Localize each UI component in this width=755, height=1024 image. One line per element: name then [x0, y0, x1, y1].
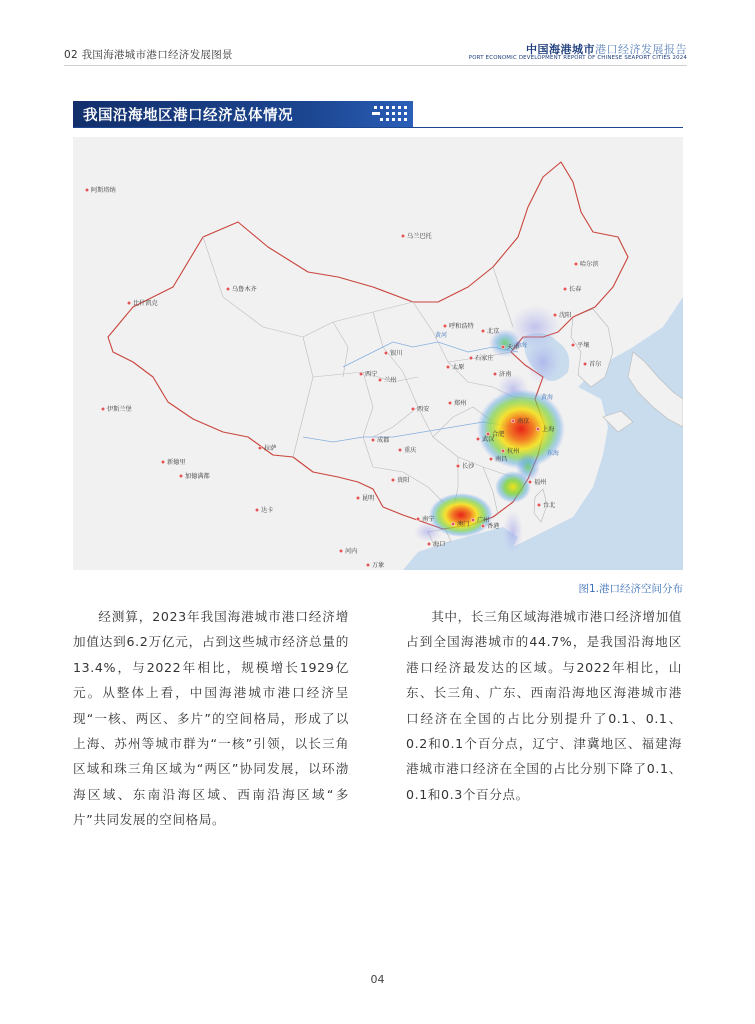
city-dot: [446, 365, 450, 369]
section-underline: [73, 127, 683, 128]
city-dot: [356, 496, 360, 500]
city-dot: [583, 362, 587, 366]
city-label: 拉萨: [264, 445, 277, 453]
city-label: 成都: [377, 437, 390, 445]
city-dot: [493, 372, 497, 376]
city-label: 呼和浩特: [449, 323, 474, 331]
city-label: 新德里: [167, 459, 186, 467]
city-dot: [391, 478, 395, 482]
decorative-dots-icon: [372, 104, 412, 124]
city-dot: [471, 518, 475, 522]
city-label: 石家庄: [475, 355, 494, 363]
city-label: 加德满都: [185, 473, 210, 481]
city-label: 达卡: [261, 507, 274, 515]
section-title: 我国沿海地区港口经济总体情况: [83, 107, 293, 124]
body-text-left: [73, 604, 349, 833]
city-label: 西安: [417, 406, 430, 414]
city-dot: [481, 329, 485, 333]
city-label: 首尔: [589, 361, 602, 369]
city-label: 武汉: [482, 436, 495, 444]
city-label: 天津: [507, 344, 520, 352]
running-header-title-a: 中国海港城市: [526, 43, 595, 56]
city-dot: [571, 343, 575, 347]
paragraph-left: 经测算，2023年我国海港城市港口经济增加值达到6.2万亿元，占到这些城市经济总量的13.4%，与2022年相比，规模增长1929亿元。从整体上看，中国海港城市港口经济呈现“一核、两区、多片”的空间格局，形成了以上海、苏州等城市群为“一核”引领，以长三角区域和珠三角区域为“两区”协同发展，以环渤海区域、东南沿海区域、西南沿海区域“多片”共同发展的空间格局。: [73, 609, 349, 828]
page-number: 04: [370, 973, 385, 986]
city-label: 太原: [452, 364, 465, 372]
city-label: 长春: [569, 286, 582, 294]
city-dot: [378, 378, 382, 382]
city-label: 海口: [433, 541, 446, 549]
city-label: 伊斯兰堡: [107, 406, 132, 414]
figure-caption: 图1.港口经济空间分布: [578, 583, 683, 595]
city-label: 郑州: [454, 400, 467, 408]
city-label: 南宁: [422, 516, 435, 524]
city-label: 河内: [345, 548, 358, 556]
city-label: 合肥: [492, 431, 505, 439]
city-dot: [574, 262, 578, 266]
city-dot: [448, 401, 452, 405]
running-header-title-b: 港口经济发展报告: [595, 43, 687, 56]
city-label: 台北: [543, 502, 556, 510]
city-label: 济南: [499, 371, 512, 379]
city-label: 香港: [487, 523, 500, 531]
city-dot: [456, 464, 460, 468]
city-dot: [371, 438, 375, 442]
city-dot: [451, 522, 455, 526]
city-dot: [528, 480, 532, 484]
city-dot: [563, 287, 567, 291]
water-label: 黄河: [435, 332, 448, 339]
city-dot: [401, 234, 405, 238]
city-dot: [489, 457, 493, 461]
running-header-chapter: 02 我国海港城市港口经济发展图景: [64, 49, 233, 61]
city-label: 福州: [534, 479, 547, 487]
city-label: 杭州: [507, 448, 520, 456]
city-dot: [127, 301, 131, 305]
city-label: 乌兰巴托: [407, 233, 432, 241]
city-label: 上海: [542, 426, 555, 434]
city-label: 广州: [477, 517, 490, 525]
city-label: 贵阳: [397, 477, 410, 485]
city-label: 西宁: [365, 371, 378, 379]
city-dot: [536, 427, 540, 431]
water-label: 渤海: [515, 342, 528, 349]
city-label: 澳门: [457, 521, 470, 529]
water-label: 黄海: [541, 394, 554, 401]
city-dot: [411, 407, 415, 411]
port-economy-heat-map: [73, 137, 683, 570]
header-divider: [64, 65, 687, 66]
city-dot: [258, 446, 262, 450]
city-label: 兰州: [384, 377, 397, 385]
city-dot: [226, 287, 230, 291]
city-label: 乌鲁木齐: [232, 286, 257, 294]
city-dot: [427, 542, 431, 546]
city-label: 哈尔滨: [580, 261, 599, 269]
city-dot: [339, 549, 343, 553]
city-dot: [476, 437, 480, 441]
city-label: 北京: [487, 328, 500, 336]
city-dot: [553, 313, 557, 317]
city-dot: [511, 419, 515, 423]
city-dot: [359, 372, 363, 376]
body-text-right: [406, 604, 682, 807]
city-label: 重庆: [404, 447, 417, 455]
city-label: 万象: [372, 562, 385, 570]
paragraph-right: 其中，长三角区域海港城市港口经济增加值占到全国海港城市的44.7%，是我国沿海地区港口经济最发达的区域。与2022年相比，山东、长三角、广东、西南沿海地区海港城市港口经济在全国的占比分别提升了0.1、0.1、0.2和0.1个百分点，辽宁、津冀地区、福建海港城市港口经济在全国的占比分别下降了0.1、0.1和0.3个百分点。: [406, 609, 682, 802]
city-label: 银川: [390, 350, 403, 358]
city-dot: [384, 351, 388, 355]
city-dot: [398, 448, 402, 452]
running-header-english: PORT ECONOMIC DEVELOPMENT REPORT OF CHINESE SEAPORT CITIES 2024: [468, 55, 687, 61]
city-label: 南昌: [495, 456, 508, 464]
city-dot: [443, 324, 447, 328]
city-dot: [179, 474, 183, 478]
city-dot: [101, 407, 105, 411]
city-dot: [255, 508, 259, 512]
city-label: 南京: [517, 418, 530, 426]
city-label: 平壤: [577, 342, 590, 350]
water-label: 东海: [547, 450, 560, 457]
city-dot: [416, 517, 420, 521]
city-label: 沈阳: [559, 312, 572, 320]
city-dot: [501, 449, 505, 453]
city-dot: [366, 563, 370, 567]
city-dot: [469, 356, 473, 360]
city-dot: [481, 524, 485, 528]
city-dot: [85, 188, 89, 192]
city-label: 昆明: [362, 495, 375, 503]
city-label: 阿斯塔纳: [91, 187, 116, 195]
city-label: 比什凯克: [133, 300, 158, 308]
city-dot: [501, 345, 505, 349]
city-label: 长沙: [462, 463, 475, 471]
city-dot: [537, 503, 541, 507]
city-dot: [161, 460, 165, 464]
